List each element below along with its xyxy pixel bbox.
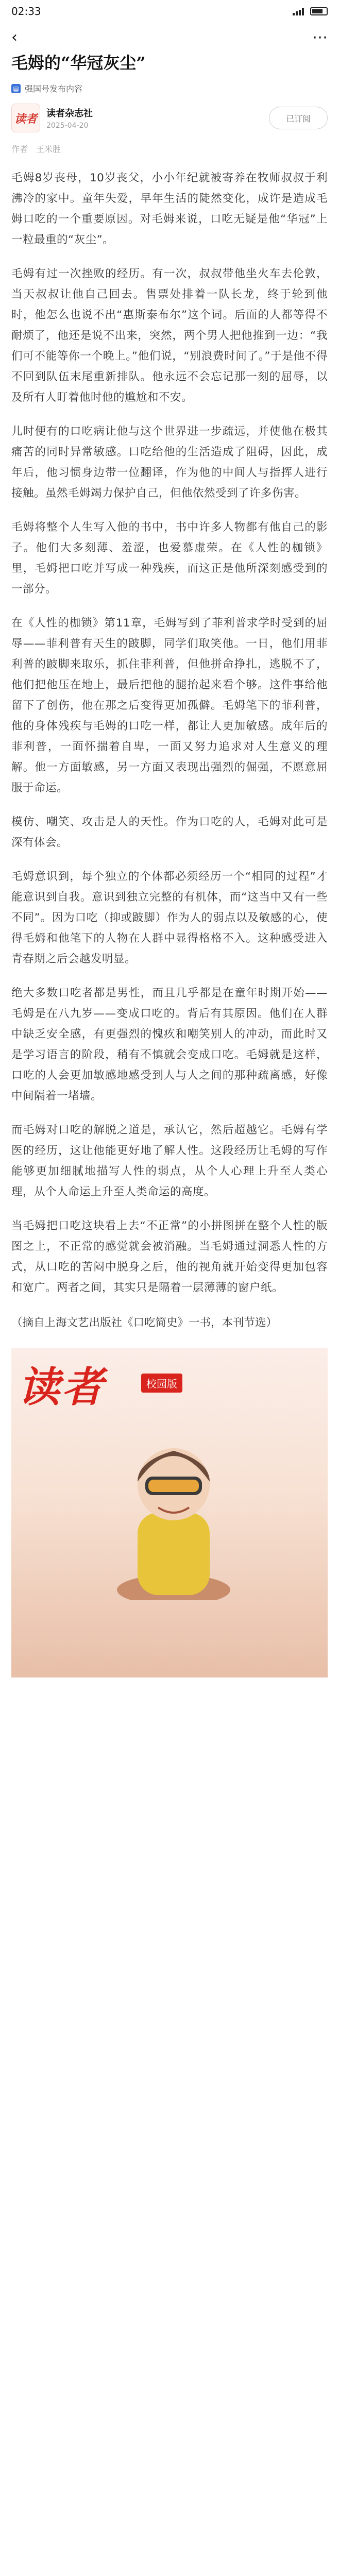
paragraph-3: 儿时便有的口吃病让他与这个世界进一步疏远，并使他在极其痛苦的同时异常敏感。口吃给他的生活造成了阻碍，因此，成年后，他习惯身边带一位翻译，作为他的中间人与指挥人进行接触。虽然毛姆竭力保护自己，但他依然受到了许多伤害。 <box>11 425 328 500</box>
paragraph-5: 在《人性的枷锁》第11章，毛姆写到了菲利普求学时受到的屈辱——菲利普有天生的跛脚，同学们取笑他。一日，他们用菲利普的跛脚来取乐，抓住菲利普，但他拼命挣扎，逃脱不了，他们把他压在地上，最后把他的腿抬起来看个够。这件事给他留下了创伤，他在那之后变得更加孤僻。毛姆笔下的菲利普，他的身体残疾与毛姆的口吃一样，都让人更加敏感。成年后的菲利普，一面怀揣着自卑，一面又努力追求对人生意义的理解。他一方面敏感，另一方面又表现出强烈的倔强，不愿意屈服于命运。 <box>11 617 328 794</box>
author-name[interactable]: 读者杂志社 <box>46 108 93 119</box>
paragraph-6: 模仿、嘲笑、攻击是人的天性。作为口吃的人，毛姆对此可是深有体会。 <box>11 816 328 849</box>
magazine-cover-image[interactable] <box>11 1348 328 1677</box>
paragraph-1: 毛姆8岁丧母，10岁丧父，小小年纪就被寄养在牧师叔叔于利沸冷的家中。童年失爱，早年生活的陡然变化，成许是造成毛姆口吃的一个重要原因。对毛姆来说，口吃无疑是他“华冠”上一粒最重的“灰尘”。 <box>11 172 328 246</box>
cover-logo: 读者 <box>19 1363 105 1411</box>
status-icons <box>293 7 328 15</box>
paragraph-9: 而毛姆对口吃的解脱之道是，承认它，然后超越它。毛姆有学医的经历，这让他能更好地了解人性。这段经历让毛姆的写作能够更加细腻地描写人性的弱点，从个人心理上升至人类心理，从个人命运上升至人类命运的高度。 <box>11 1124 328 1198</box>
author-row <box>11 104 328 132</box>
paragraph-7: 毛姆意识到，每个独立的个体都必须经历一个“相同的过程”才能意识到自我。意识到独立完整的有机体，而“这当中又有一些不同”。因为口吃（抑或跛脚）作为人的弱点以及敏感的心，使得毛姆和他笔下的人物在人群中显得格格不入。这种感受进入青春期之后会越发明显。 <box>11 870 328 965</box>
publish-date: 2025-04-20 <box>46 122 89 130</box>
paragraph-4: 毛姆将整个人生写入他的书中，书中许多人物都有他自己的影子。他们大多刻薄、羞涩，也爱慕虚荣。在《人性的枷锁》里，毛姆把口吃并写成一种残疾，而这正是他所深刻感受到的一部分。 <box>11 521 328 596</box>
author-logo[interactable] <box>11 104 40 132</box>
excerpt-note: （摘自上海文艺出版社《口吃简史》一书，本刊节选） <box>11 1316 278 1329</box>
follow-button[interactable]: 已订阅 <box>269 107 328 129</box>
signal-icon <box>293 7 304 15</box>
cover-edition-badge: 校园版 <box>141 1374 182 1393</box>
more-icon[interactable]: ⋯ <box>312 28 328 46</box>
source-tag-label: 强国号发布内容 <box>25 84 83 94</box>
article-title: 毛姆的“华冠灰尘” <box>11 53 146 73</box>
paragraph-8: 绝大多数口吃者都是男性，而且几乎都是在童年时期开始——毛姆是在八九岁——变成口吃的。背后有其原因。他们在人群中缺乏安全感，有更强烈的愧疚和嘲笑别人的冲动，而此时又是学习语言的阶段，稍有不慎就会变成口吃。毛姆就是这样，口吃的人会更加敏感地感受到人与人之间的那种疏离感，好像中间隔着一堵墙。 <box>11 987 328 1103</box>
author-logo-text: 读者 <box>14 112 37 126</box>
author-meta <box>46 106 269 130</box>
byline: 作者 王米胜 <box>11 144 61 154</box>
back-arrow-icon[interactable]: ‹ <box>11 28 18 46</box>
nav-bar <box>0 23 339 52</box>
battery-icon <box>310 7 328 15</box>
paragraph-2: 毛姆有过一次挫败的经历。有一次，叔叔带他坐火车去伦敦，当天叔叔让他自己回去。售票处排着一队长龙，终于轮到他时，他怎么也说不出“惠斯泰布尔”这个词。后面的人都等得不耐烦了，他还是说不出来，突然，两个男人把他推到一边：“我们可不能等你一个晚上。”他们说，“别浪费时间了。”于是他不得不回到队伍末尾重新排队。他永远不会忘记那一刻的屈辱，以及所有人盯着他时他的尴尬和不安。 <box>11 267 328 404</box>
source-tag <box>11 82 328 94</box>
paragraph-10: 当毛姆把口吃这块看上去“不正常”的小拼图拼在整个人性的版图之上，不正常的感觉就会被消融。当毛姆通过洞悉人性的方式，从口吃的苦闷中脱身之后，他的视角就开始变得更加包容和宽广。两者之间，其实只是隔着一层薄薄的窗户纸。 <box>11 1219 328 1294</box>
cover-illustration <box>114 1435 233 1600</box>
article <box>11 52 328 1677</box>
status-bar <box>0 0 339 23</box>
source-badge-icon: ▤ <box>11 84 21 93</box>
status-time: 02:33 <box>11 5 41 18</box>
